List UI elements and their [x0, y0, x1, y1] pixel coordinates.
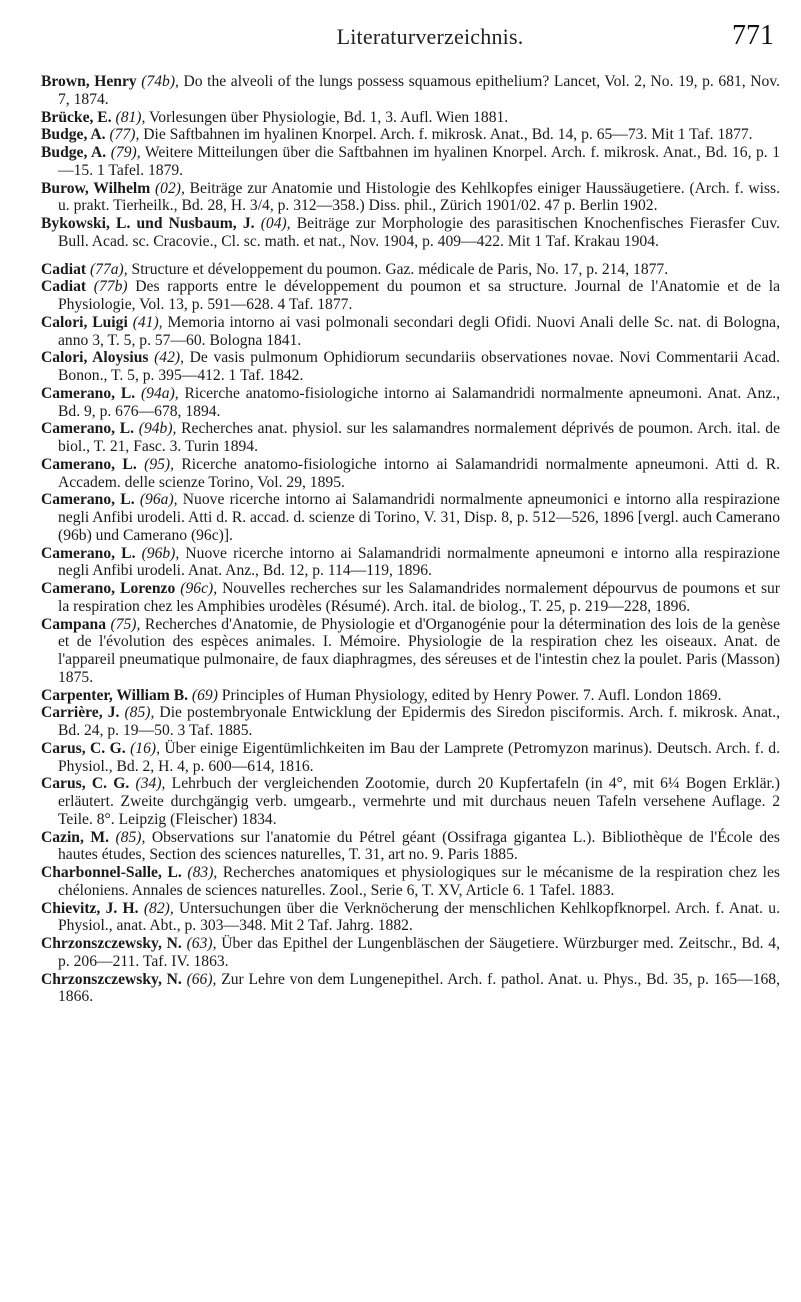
- bibliography-entry: [41, 349, 780, 385]
- entry-text: Lehrbuch der vergleichenden Zootomie, durch 20 Kupfertafeln (in 4°, mit 6¼ Bogen Erklär.) erläutert. Zweite durchgängig verb. umgearb., vermehrte und mit durchaus neuen Tafeln versehene Auflage. 2 Teile. 8°. Leipzig (Fleischer) 1834.: [58, 775, 780, 828]
- page-number: 771: [732, 20, 774, 51]
- entry-text: Nuove ricerche intorno ai Salamandridi normalmente apneumonici e intorno alla respirazione negli Anfibi urodeli. Atti d. R. accad. d. scienze di Torino, V. 31, Disp. 8, p. 512—526, 1896 [vergl. auch Camerano (96b) und Camerano (96c)].: [58, 491, 780, 544]
- entry-year-ref: (85),: [124, 704, 155, 722]
- entry-year-ref: (79),: [110, 144, 141, 161]
- entry-year-ref: (16),: [130, 739, 160, 757]
- entry-author: Brücke, E.: [41, 108, 112, 126]
- entry-text: Recherches anat. physiol. sur les salamandres normalement déprivés de poumon. Arch. ital. de biol., T. 21, Fasc. 3. Turin 1894.: [58, 420, 780, 455]
- entry-author: Carus, C. G.: [41, 775, 130, 793]
- bibliography-entry: [41, 215, 780, 251]
- bibliography-entry: [41, 385, 780, 421]
- entry-year-ref: (77b): [93, 278, 128, 296]
- bibliography-entry: [41, 314, 780, 350]
- entry-year-ref: (96b),: [141, 544, 180, 562]
- bibliography-list: [41, 73, 780, 1006]
- entry-author: Cadiat: [41, 260, 87, 278]
- entry-text: Beiträge zur Anatomie und Histologie des Kehlkopfes einiger Haussäugetiere. (Arch. f. wiss. u. prakt. Tierheilk., Bd. 28, H. 3/4, p. 312—358.) Diss. phil., Zürich 1901/02. 47 p. Berlin 1902.: [58, 179, 780, 215]
- entry-year-ref: (94a),: [140, 384, 179, 402]
- bibliography-entry: [41, 687, 780, 705]
- entry-author: Camerano, Lorenzo: [41, 580, 176, 597]
- entry-text: Principles of Human Physiology, edited by Henry Power. 7. Aufl. London 1869.: [217, 686, 722, 704]
- entry-year-ref: (81),: [115, 108, 146, 126]
- entry-author: Brown, Henry: [41, 73, 137, 90]
- entry-year-ref: (69): [191, 686, 218, 704]
- entry-text: Beiträge zur Morphologie des parasitischen Knochenfisches Fierasfer Cuv. Bull. Acad. sc. Cracovie., Cl. sc. math. et nat., Nov. 1904, p. 409—422. Mit 1 Taf. Krakau 1904.: [58, 215, 781, 250]
- entry-year-ref: (74b),: [141, 73, 179, 90]
- entry-year-ref: (85),: [115, 828, 146, 846]
- bibliography-entry: [41, 971, 780, 1007]
- entry-author: Chrzonszczewsky, N.: [41, 935, 182, 952]
- entry-text: Structure et développement du poumon. Gaz. médicale de Paris, No. 17, p. 214, 1877.: [127, 260, 669, 278]
- bibliography-entry: [41, 420, 780, 456]
- entry-author: Camerano, L.: [41, 544, 136, 562]
- entry-text: Vorlesungen über Physiologie, Bd. 1, 3. Aufl. Wien 1881.: [145, 108, 509, 126]
- entry-text: Ricerche anatomo-fisiologiche intorno ai Salamandridi normalmente apneumoni. Anat. Anz., Bd. 9, p. 676—678, 1894.: [58, 384, 780, 420]
- entry-author: Calori, Luigi: [41, 313, 128, 331]
- entry-year-ref: (96c),: [180, 580, 218, 597]
- entry-text: Nuove ricerche intorno ai Salamandridi normalmente apneumoni e intorno alla respirazione negli Anfibi urodeli. Anat. Anz., Bd. 12, p. 114—119, 1896.: [58, 544, 780, 580]
- entry-author: Calori, Aloysius: [41, 349, 149, 367]
- entry-author: Budge, A.: [41, 144, 107, 161]
- bibliography-entry: [41, 491, 780, 544]
- entry-text: Des rapports entre le développement du poumon et sa structure. Journal de l'Anatomie et de la Physiologie, Vol. 13, p. 591—628. 4 Taf. 1877.: [58, 278, 781, 313]
- entry-author: Burow, Wilhelm: [41, 179, 151, 197]
- entry-author: Chrzonszczewsky, N.: [41, 970, 182, 988]
- bibliography-entry: [41, 456, 780, 492]
- entry-year-ref: (66),: [186, 970, 217, 988]
- entry-author: Camerano, L.: [41, 455, 137, 473]
- entry-text: Recherches d'Anatomie, de Physiologie et d'Organogénie pour la détermination des lois de la genèse et de l'évolution des espèces animales. I. Mémoire. Physiologie de la respiration chez les oiseaux. Anat. de l'appareil pneumatique pulmonaire, de faux diaphragmes, des séreuses et de l'intestin chez la poulet. Paris (Masson) 1875.: [58, 615, 780, 686]
- bibliography-entry: [41, 829, 780, 865]
- bibliography-entry: [41, 261, 780, 279]
- entry-author: Campana: [41, 615, 106, 633]
- entry-author: Camerano, L.: [41, 420, 135, 438]
- entry-year-ref: (94b),: [138, 420, 177, 438]
- entry-author: Bykowski, L. und Nusbaum, J.: [41, 215, 255, 232]
- bibliography-entry: [41, 580, 780, 616]
- entry-text: Weitere Mitteilungen über die Saftbahnen im hyalinen Knorpel. Arch. f. mikrosk. Anat., Bd. 16, p. 1—15. 1 Tafel. 1879.: [58, 144, 780, 179]
- entry-text: Nouvelles recherches sur les Salamandrides normalement dépourvus de poumons et sur la respiration chez les Amphibies urodèles (Résumé). Arch. ital. de biolog., T. 25, p. 219—228, 1896.: [58, 580, 780, 615]
- entry-text: De vasis pulmonum Ophidiorum secundariis observationes novae. Novi Commentarii Acad. Bonon., T. 5, p. 395—412. 1 Taf. 1842.: [58, 349, 780, 384]
- bibliography-entry: [41, 740, 780, 776]
- bibliography-entry: [41, 180, 780, 216]
- entry-year-ref: (77),: [109, 126, 140, 144]
- bibliography-entry: [41, 109, 780, 127]
- entry-author: Camerano, L.: [41, 491, 135, 509]
- running-head: Literaturverzeichnis.: [336, 24, 524, 49]
- entry-author: Charbonnel-Salle, L.: [41, 864, 182, 881]
- entry-text: Memoria intorno ai vasi polmonali secondari degli Ofidi. Nuovi Anali delle Sc. nat. di Bologna, anno 3, T. 5, p. 57—60. Bologna 1841.: [58, 313, 780, 349]
- bibliography-entry: [41, 126, 780, 144]
- entry-year-ref: (41),: [132, 313, 163, 331]
- entry-year-ref: (42),: [154, 349, 184, 367]
- entry-year-ref: (82),: [143, 899, 174, 917]
- bibliography-entry: [41, 278, 780, 314]
- bibliography-entry: [41, 144, 780, 180]
- bibliography-entry: [41, 73, 780, 109]
- entry-year-ref: (77a),: [89, 260, 128, 278]
- entry-text: Recherches anatomiques et physiologiques sur le mécanisme de la respiration chez les chéloniens. Annales de sciences naturelles. Zool., Serie 6, T. XV, Article 6. 1 Tafel. 1883.: [58, 864, 780, 899]
- entry-text: Die postembryonale Entwicklung der Epidermis des Siredon pisciformis. Arch. f. mikrosk. Anat., Bd. 24, p. 19—50. 3 Taf. 1885.: [58, 704, 780, 739]
- entry-author: Carpenter, William B.: [41, 686, 188, 704]
- bibliography-entry: [41, 900, 780, 936]
- entry-year-ref: (95),: [144, 455, 175, 473]
- bibliography-entry: [41, 545, 780, 581]
- entry-year-ref: (63),: [186, 935, 217, 952]
- entry-text: Über einige Eigentümlichkeiten im Bau der Lamprete (Petromyzon marinus). Deutsch. Arch. f. d. Physiol., Bd. 2, H. 4, p. 600—614, 1816.: [58, 739, 780, 775]
- bibliography-entry: [41, 704, 780, 740]
- page-header: [0, 20, 801, 50]
- entry-text: Die Saftbahnen im hyalinen Knorpel. Arch. f. mikrosk. Anat., Bd. 14, p. 65—73. Mit 1 Taf. 1877.: [139, 126, 753, 144]
- entry-year-ref: (02),: [154, 179, 185, 197]
- entry-text: Untersuchungen über die Verknöcherung der menschlichen Kehlkopfknorpel. Arch. f. Anat. u. Physiol., anat. Abt., p. 303—348. Mit 2 Taf. Jahrg. 1882.: [58, 899, 780, 935]
- entry-text: Zur Lehre von dem Lungenepithel. Arch. f. pathol. Anat. u. Phys., Bd. 35, p. 165—168, 1866.: [58, 970, 780, 1006]
- bibliography-entry: [41, 775, 780, 828]
- entry-year-ref: (04),: [260, 215, 291, 232]
- bibliography-entry: [41, 935, 780, 971]
- entry-year-ref: (83),: [187, 864, 218, 881]
- entry-author: Carrière, J.: [41, 704, 120, 722]
- entry-text: Ricerche anatomo-fisiologiche intorno ai Salamandridi normalmente apneumoni. Atti d. R. Accadem. delle scienze Torino, Vol. 29, 1895.: [58, 455, 780, 491]
- entry-text: Do the alveoli of the lungs possess squamous epithelium? Lancet, Vol. 2, No. 19, p. 681, Nov. 7, 1874.: [58, 73, 780, 108]
- entry-year-ref: (75),: [110, 615, 141, 633]
- entry-author: Cadiat: [41, 278, 87, 296]
- entry-year-ref: (96a),: [139, 491, 178, 509]
- entry-author: Budge, A.: [41, 126, 106, 144]
- entry-year-ref: (34),: [135, 775, 166, 793]
- entry-text: Über das Epithel der Lungenbläschen der Säugetiere. Würzburger med. Zeitschr., Bd. 4, p. 206—211. Taf. IV. 1863.: [58, 935, 780, 970]
- entry-text: Observations sur l'anatomie du Pétrel géant (Ossifraga gigantea L.). Bibliothèque de l'École des hautes études, Section des sciences naturelles, T. 31, art no. 9. Paris 1885.: [58, 828, 780, 864]
- entry-author: Carus, C. G.: [41, 739, 126, 757]
- entry-author: Camerano, L.: [41, 384, 136, 402]
- bibliography-entry: [41, 864, 780, 900]
- entry-author: Chievitz, J. H.: [41, 899, 139, 917]
- bibliography-entry: [41, 616, 780, 687]
- entry-author: Cazin, M.: [41, 828, 109, 846]
